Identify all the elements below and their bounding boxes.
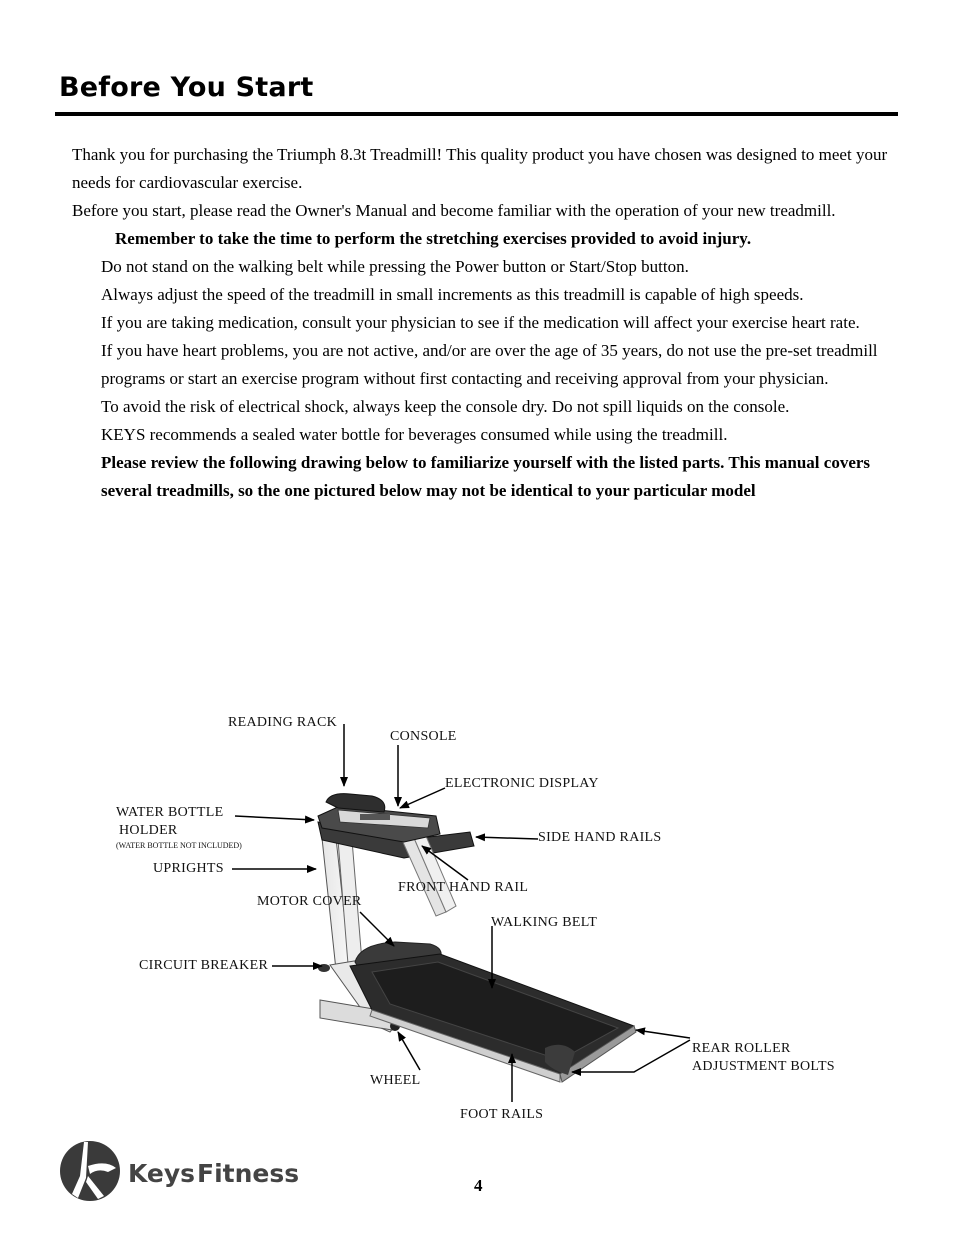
safety-line-heart: If you have heart problems, you are not active, and/or are over the age of 35 years, do not use the pre-set treadmill programs or start an exercise program without first contacting and receiving approval from your physician. <box>101 341 878 388</box>
label-walking-belt: WALKING BELT <box>491 915 598 930</box>
brand-fitness: Fitness <box>197 1159 300 1188</box>
label-wheel: WHEEL <box>370 1073 421 1088</box>
label-water-bottle: WATER BOTTLE <box>116 805 224 820</box>
safety-line-speed: Always adjust the speed of the treadmill in small increments as this treadmill is capable of high speeds. <box>101 285 804 304</box>
page-title: Before You Start <box>59 72 314 103</box>
label-adjustment-bolts: ADJUSTMENT BOLTS <box>692 1059 835 1074</box>
label-console: CONSOLE <box>390 729 457 744</box>
label-rear-roller: REAR ROLLER <box>692 1041 791 1056</box>
keys-fitness-logo <box>58 1138 308 1204</box>
body-text <box>72 141 902 505</box>
keys-logo-icon <box>60 1141 120 1201</box>
read-manual-paragraph: Before you start, please read the Owner's Manual and become familiar with the operation of your new treadmill. <box>72 201 836 220</box>
label-foot-rails: FOOT RAILS <box>460 1107 544 1122</box>
safety-line-medication: If you are taking medication, consult your physician to see if the medication will affect your exercise heart rate. <box>101 313 860 332</box>
safety-line-electrical: To avoid the risk of electrical shock, always keep the console dry. Do not spill liquids on the console. <box>101 397 790 416</box>
page-number: 4 <box>474 1176 483 1195</box>
brand-keys: Keys <box>128 1159 196 1188</box>
label-water-bottle-note: (WATER BOTTLE NOT INCLUDED) <box>116 841 242 850</box>
label-electronic-display: ELECTRONIC DISPLAY <box>445 776 599 791</box>
title-divider <box>55 112 898 116</box>
treadmill-parts-diagram <box>0 690 954 1130</box>
stretching-reminder: Remember to take the time to perform the stretching exercises provided to avoid injury. <box>115 229 752 248</box>
label-circuit-breaker: CIRCUIT BREAKER <box>139 958 269 973</box>
label-uprights: UPRIGHTS <box>153 861 224 876</box>
label-water-bottle-holder: HOLDER <box>119 823 178 838</box>
label-side-hand-rails: SIDE HAND RAILS <box>538 830 662 845</box>
safety-line-bottle: KEYS recommends a sealed water bottle for beverages consumed while using the treadmill. <box>101 425 728 444</box>
label-front-hand-rail: FRONT HAND RAIL <box>398 880 529 895</box>
intro-paragraph: Thank you for purchasing the Triumph 8.3t Treadmill! This quality product you have chosen was designed to meet your needs for cardiovascular exercise. <box>72 145 888 192</box>
label-reading-rack: READING RACK <box>228 715 337 730</box>
safety-line-belt: Do not stand on the walking belt while pressing the Power button or Start/Stop button. <box>101 257 689 276</box>
label-motor-cover: MOTOR COVER <box>257 894 362 909</box>
drawing-note: Please review the following drawing below to familiarize yourself with the listed parts. This manual covers several treadmills, so the one pictured below may not be identical to your particular model <box>101 453 871 500</box>
